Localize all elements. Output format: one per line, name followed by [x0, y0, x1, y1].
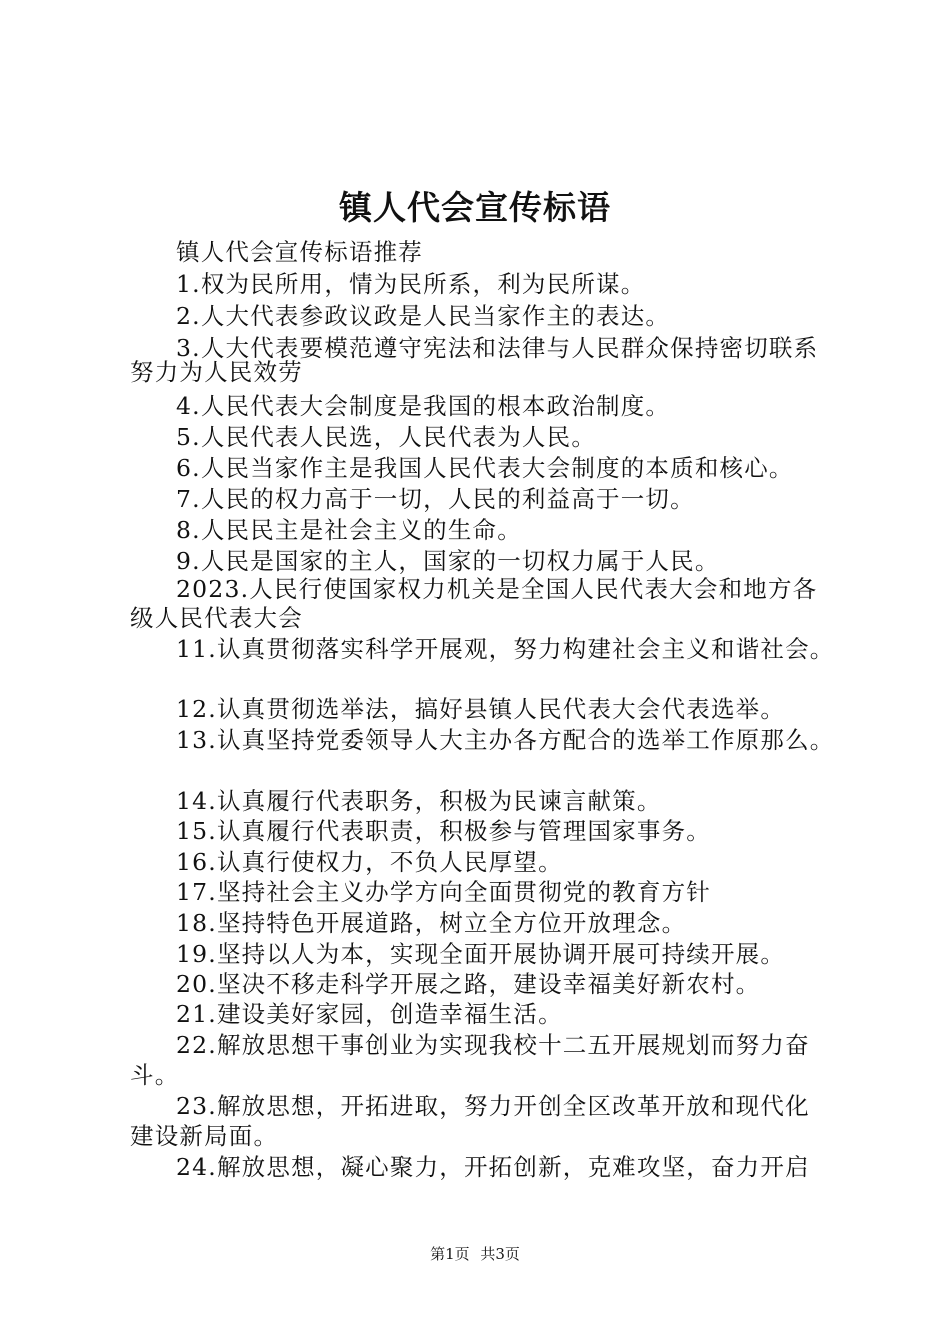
text-line: 2023.人民行使国家权力机关是全国人民代表大会和地方各	[176, 575, 818, 603]
text-line: 8.人民民主是社会主义的生命。	[176, 516, 522, 544]
text-line: 14.认真履行代表职务，积极为民谏言献策。	[176, 787, 662, 815]
text-line: 21.建设美好家园，创造幸福生活。	[176, 1000, 563, 1028]
text-line: 6.人民当家作主是我国人民代表大会制度的本质和核心。	[176, 454, 794, 482]
page-total: 共3页	[480, 1245, 520, 1263]
text-line: 级人民代表大会	[130, 604, 303, 632]
document-title: 镇人代会宣传标语	[339, 188, 611, 227]
text-line: 16.认真行使权力，不负人民厚望。	[176, 848, 563, 876]
text-line: 1.权为民所用，情为民所系，利为民所谋。	[176, 270, 646, 298]
text-line: 20.坚决不移走科学开展之路，建设幸福美好新农村。	[176, 970, 761, 998]
text-line: 镇人代会宣传标语推荐	[176, 238, 423, 266]
text-line: 23.解放思想，开拓进取，努力开创全区改革开放和现代化	[176, 1092, 810, 1120]
text-line: 19.坚持以人为本，实现全面开展协调开展可持续开展。	[176, 940, 786, 968]
text-line: 5.人民代表人民选，人民代表为人民。	[176, 423, 597, 451]
text-line: 24.解放思想，凝心聚力，开拓创新，克难攻坚，奋力开启	[176, 1153, 810, 1181]
text-line: 4.人民代表大会制度是我国的根本政治制度。	[176, 392, 671, 420]
text-line: 12.认真贯彻选举法，搞好县镇人民代表大会代表选举。	[176, 695, 786, 723]
text-line: 9.人民是国家的主人，国家的一切权力属于人民。	[176, 547, 720, 575]
page-number: 第1页	[430, 1245, 470, 1263]
text-line: 11.认真贯彻落实科学开展观，努力构建社会主义和谐社会。	[176, 635, 835, 663]
text-line: 建设新局面。	[130, 1122, 279, 1150]
text-line: 15.认真履行代表职责，积极参与管理国家事务。	[176, 817, 711, 845]
text-line: 17.坚持社会主义办学方向全面贯彻党的教育方针	[176, 878, 711, 906]
text-line: 斗。	[130, 1061, 180, 1089]
text-line: 7.人民的权力高于一切，人民的利益高于一切。	[176, 485, 695, 513]
text-line: 2.人大代表参政议政是人民当家作主的表达。	[176, 302, 671, 330]
text-line: 13.认真坚持党委领导人大主办各方配合的选举工作原那么。	[176, 726, 835, 754]
text-line: 22.解放思想干事创业为实现我校十二五开展规划而努力奋	[176, 1031, 810, 1059]
text-line: 3.人大代表要模范遵守宪法和法律与人民群众保持密切联系	[176, 334, 819, 362]
text-line: 努力为人民效劳	[130, 358, 303, 386]
text-line: 18.坚持特色开展道路，树立全方位开放理念。	[176, 909, 687, 937]
page-footer	[0, 1244, 950, 1264]
